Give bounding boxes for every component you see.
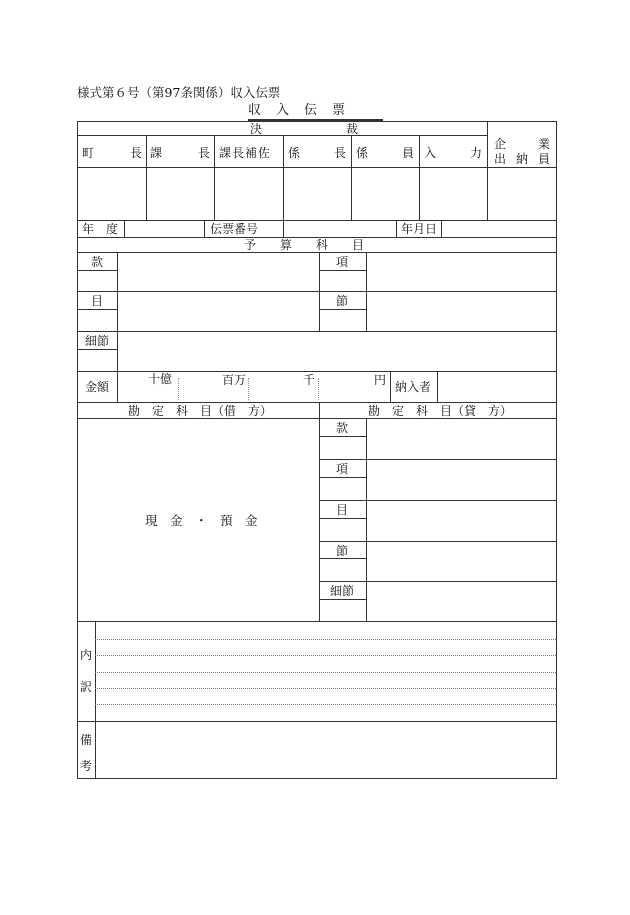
- credit-kan-label: 款: [336, 421, 349, 435]
- budget-setsu-label: 節: [336, 294, 349, 308]
- credit-setsu-field[interactable]: [367, 542, 555, 580]
- budget-kan-label: 款: [91, 255, 104, 269]
- credit-saisetsu-field[interactable]: [367, 582, 555, 620]
- approver-cashier-1: 企 業: [494, 137, 550, 151]
- remarks-field[interactable]: [96, 722, 555, 777]
- form-number: 様式第６号（第97条関係）収入伝票: [77, 85, 281, 100]
- credit-setsu-label: 節: [336, 544, 349, 558]
- year-field[interactable]: [125, 221, 203, 236]
- budget-kou-field[interactable]: [367, 253, 555, 290]
- credit-saisetsu-label: 細節: [330, 584, 355, 598]
- stamp-box-section-chief[interactable]: [147, 168, 213, 219]
- approver-chief: 町 長: [82, 146, 142, 160]
- year-label: 年 度: [82, 222, 119, 236]
- payer-field[interactable]: [438, 372, 555, 401]
- stamp-box-unit-chief[interactable]: [284, 168, 350, 219]
- form-title: 収 入 伝 票: [248, 103, 347, 118]
- credit-kou-label: 項: [336, 462, 349, 476]
- approver-cashier-2: 出 納 員: [494, 152, 550, 166]
- amount-unit-yen: 円: [374, 373, 387, 387]
- approver-section-chief: 課 長: [150, 146, 210, 160]
- amount-field[interactable]: [118, 386, 389, 401]
- budget-header: 予 算 科 目: [244, 238, 365, 252]
- slip-number-label: 伝票番号: [210, 222, 259, 236]
- date-label: 年月日: [401, 222, 438, 236]
- details-field[interactable]: [96, 622, 555, 720]
- credit-moku-label: 目: [336, 503, 349, 517]
- debit-header: 勘 定 科 目（借 方）: [128, 404, 273, 418]
- slip-number-field[interactable]: [284, 221, 395, 236]
- approver-staff: 係 員: [356, 146, 414, 160]
- credit-kou-field[interactable]: [367, 460, 555, 499]
- amount-label: 金額: [85, 380, 110, 394]
- credit-moku-field[interactable]: [367, 501, 555, 540]
- budget-setsu-field[interactable]: [367, 292, 555, 330]
- budget-saisetsu-field[interactable]: [118, 332, 555, 370]
- debit-value: 現 金 ・ 預 金: [145, 513, 258, 528]
- budget-moku-label: 目: [91, 294, 104, 308]
- approver-unit-chief: 係 長: [288, 146, 346, 160]
- amount-unit-thousand: 千: [303, 373, 316, 387]
- amount-unit-million: 百万: [222, 373, 247, 387]
- details-label: 内 訳: [79, 648, 92, 694]
- approver-deputy: 課長補佐: [219, 146, 272, 160]
- budget-saisetsu-label: 細節: [85, 334, 110, 348]
- stamp-box-cashier[interactable]: [488, 168, 555, 219]
- credit-kan-field[interactable]: [367, 419, 555, 458]
- stamp-box-deputy[interactable]: [215, 168, 282, 219]
- approver-input: 入 力: [424, 146, 482, 160]
- amount-unit-billion: 十億: [148, 372, 173, 386]
- date-field[interactable]: [442, 221, 555, 236]
- kessai-label: 決 裁: [250, 122, 359, 136]
- budget-kan-field[interactable]: [118, 253, 318, 290]
- payer-label: 納入者: [395, 380, 432, 394]
- remarks-label: 備 考: [79, 733, 92, 773]
- budget-kou-label: 項: [336, 255, 349, 269]
- stamp-box-staff[interactable]: [352, 168, 418, 219]
- credit-header: 勘 定 科 目（貸 方）: [368, 404, 513, 418]
- stamp-box-input[interactable]: [420, 168, 486, 219]
- budget-moku-field[interactable]: [118, 292, 318, 330]
- stamp-box-chief[interactable]: [78, 168, 145, 219]
